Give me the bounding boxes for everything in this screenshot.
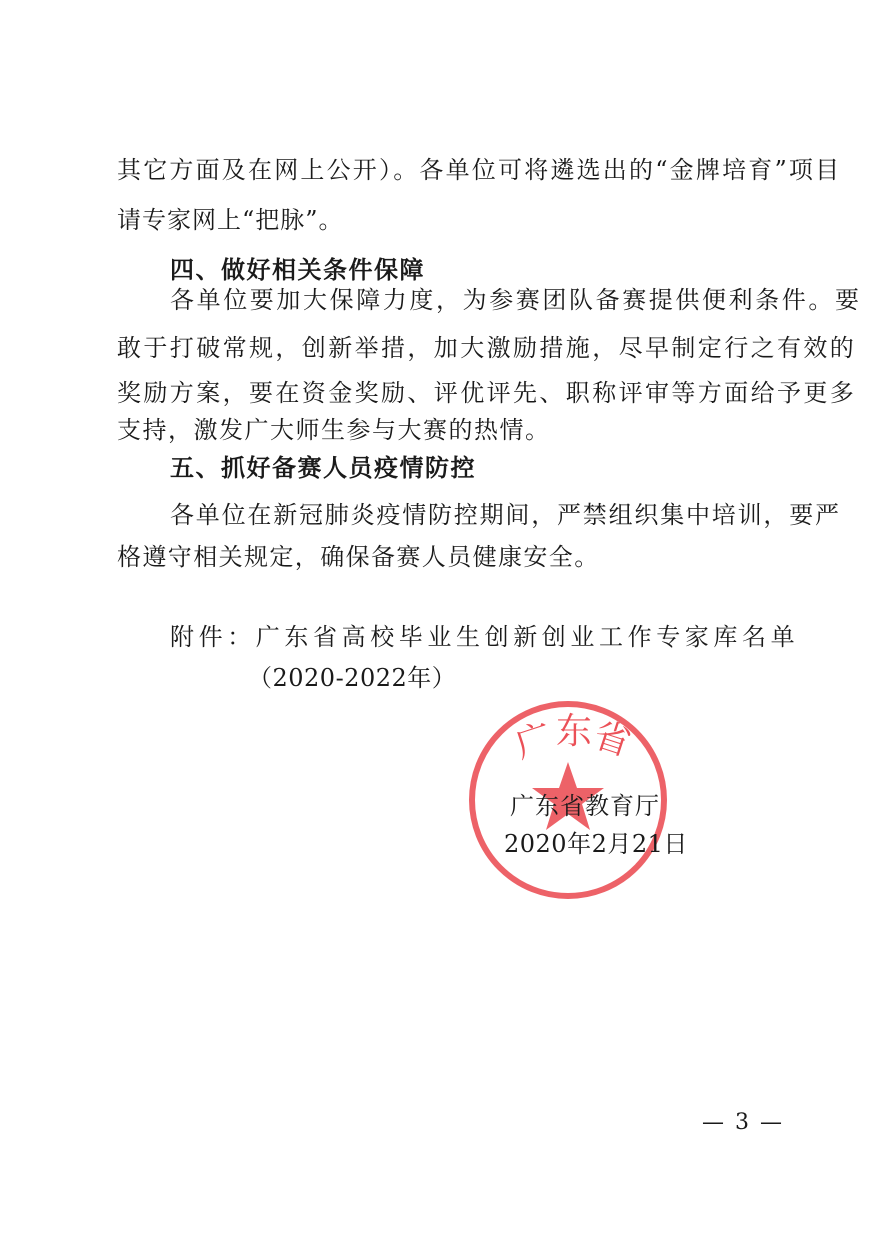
paragraph-line: 支持，激发广大师生参与大赛的热情。 xyxy=(117,416,551,444)
page-number: — 3 — xyxy=(702,1110,784,1135)
paragraph-line: 奖励方案，要在资金奖励、评优评先、职称评审等方面给予更多 xyxy=(117,379,857,407)
signature-date: 2020年2月21日 xyxy=(504,830,688,858)
paragraph-line: 其它方面及在网上公开）。各单位可将遴选出的“金牌培育”项目 xyxy=(117,156,842,184)
attachment-line: 附件：广东省高校毕业生创新创业工作专家库名单 xyxy=(170,623,800,651)
seal-text-char: 东 xyxy=(556,711,593,752)
paragraph-line: 各单位要加大保障力度，为参赛团队备赛提供便利条件。要 xyxy=(170,286,862,314)
paragraph-line: 请专家网上“把脉”。 xyxy=(117,206,344,234)
seal-text-char: 省 xyxy=(588,714,636,765)
paragraph-line: 敢于打破常规，创新举措，加大激励措施，尽早制定行之有效的 xyxy=(117,334,857,362)
attachment-line: （2020-2022年） xyxy=(248,664,457,692)
seal-text-char: 广 xyxy=(510,716,558,767)
section-heading-4: 四、做好相关条件保障 xyxy=(170,256,425,284)
section-heading-5: 五、抓好备赛人员疫情防控 xyxy=(170,454,476,482)
paragraph-line: 各单位在新冠肺炎疫情防控期间，严禁组织集中培训，要严 xyxy=(170,501,841,529)
signature-organization: 广东省教育厅 xyxy=(510,792,660,820)
paragraph-line: 格遵守相关规定，确保备赛人员健康安全。 xyxy=(117,543,600,571)
